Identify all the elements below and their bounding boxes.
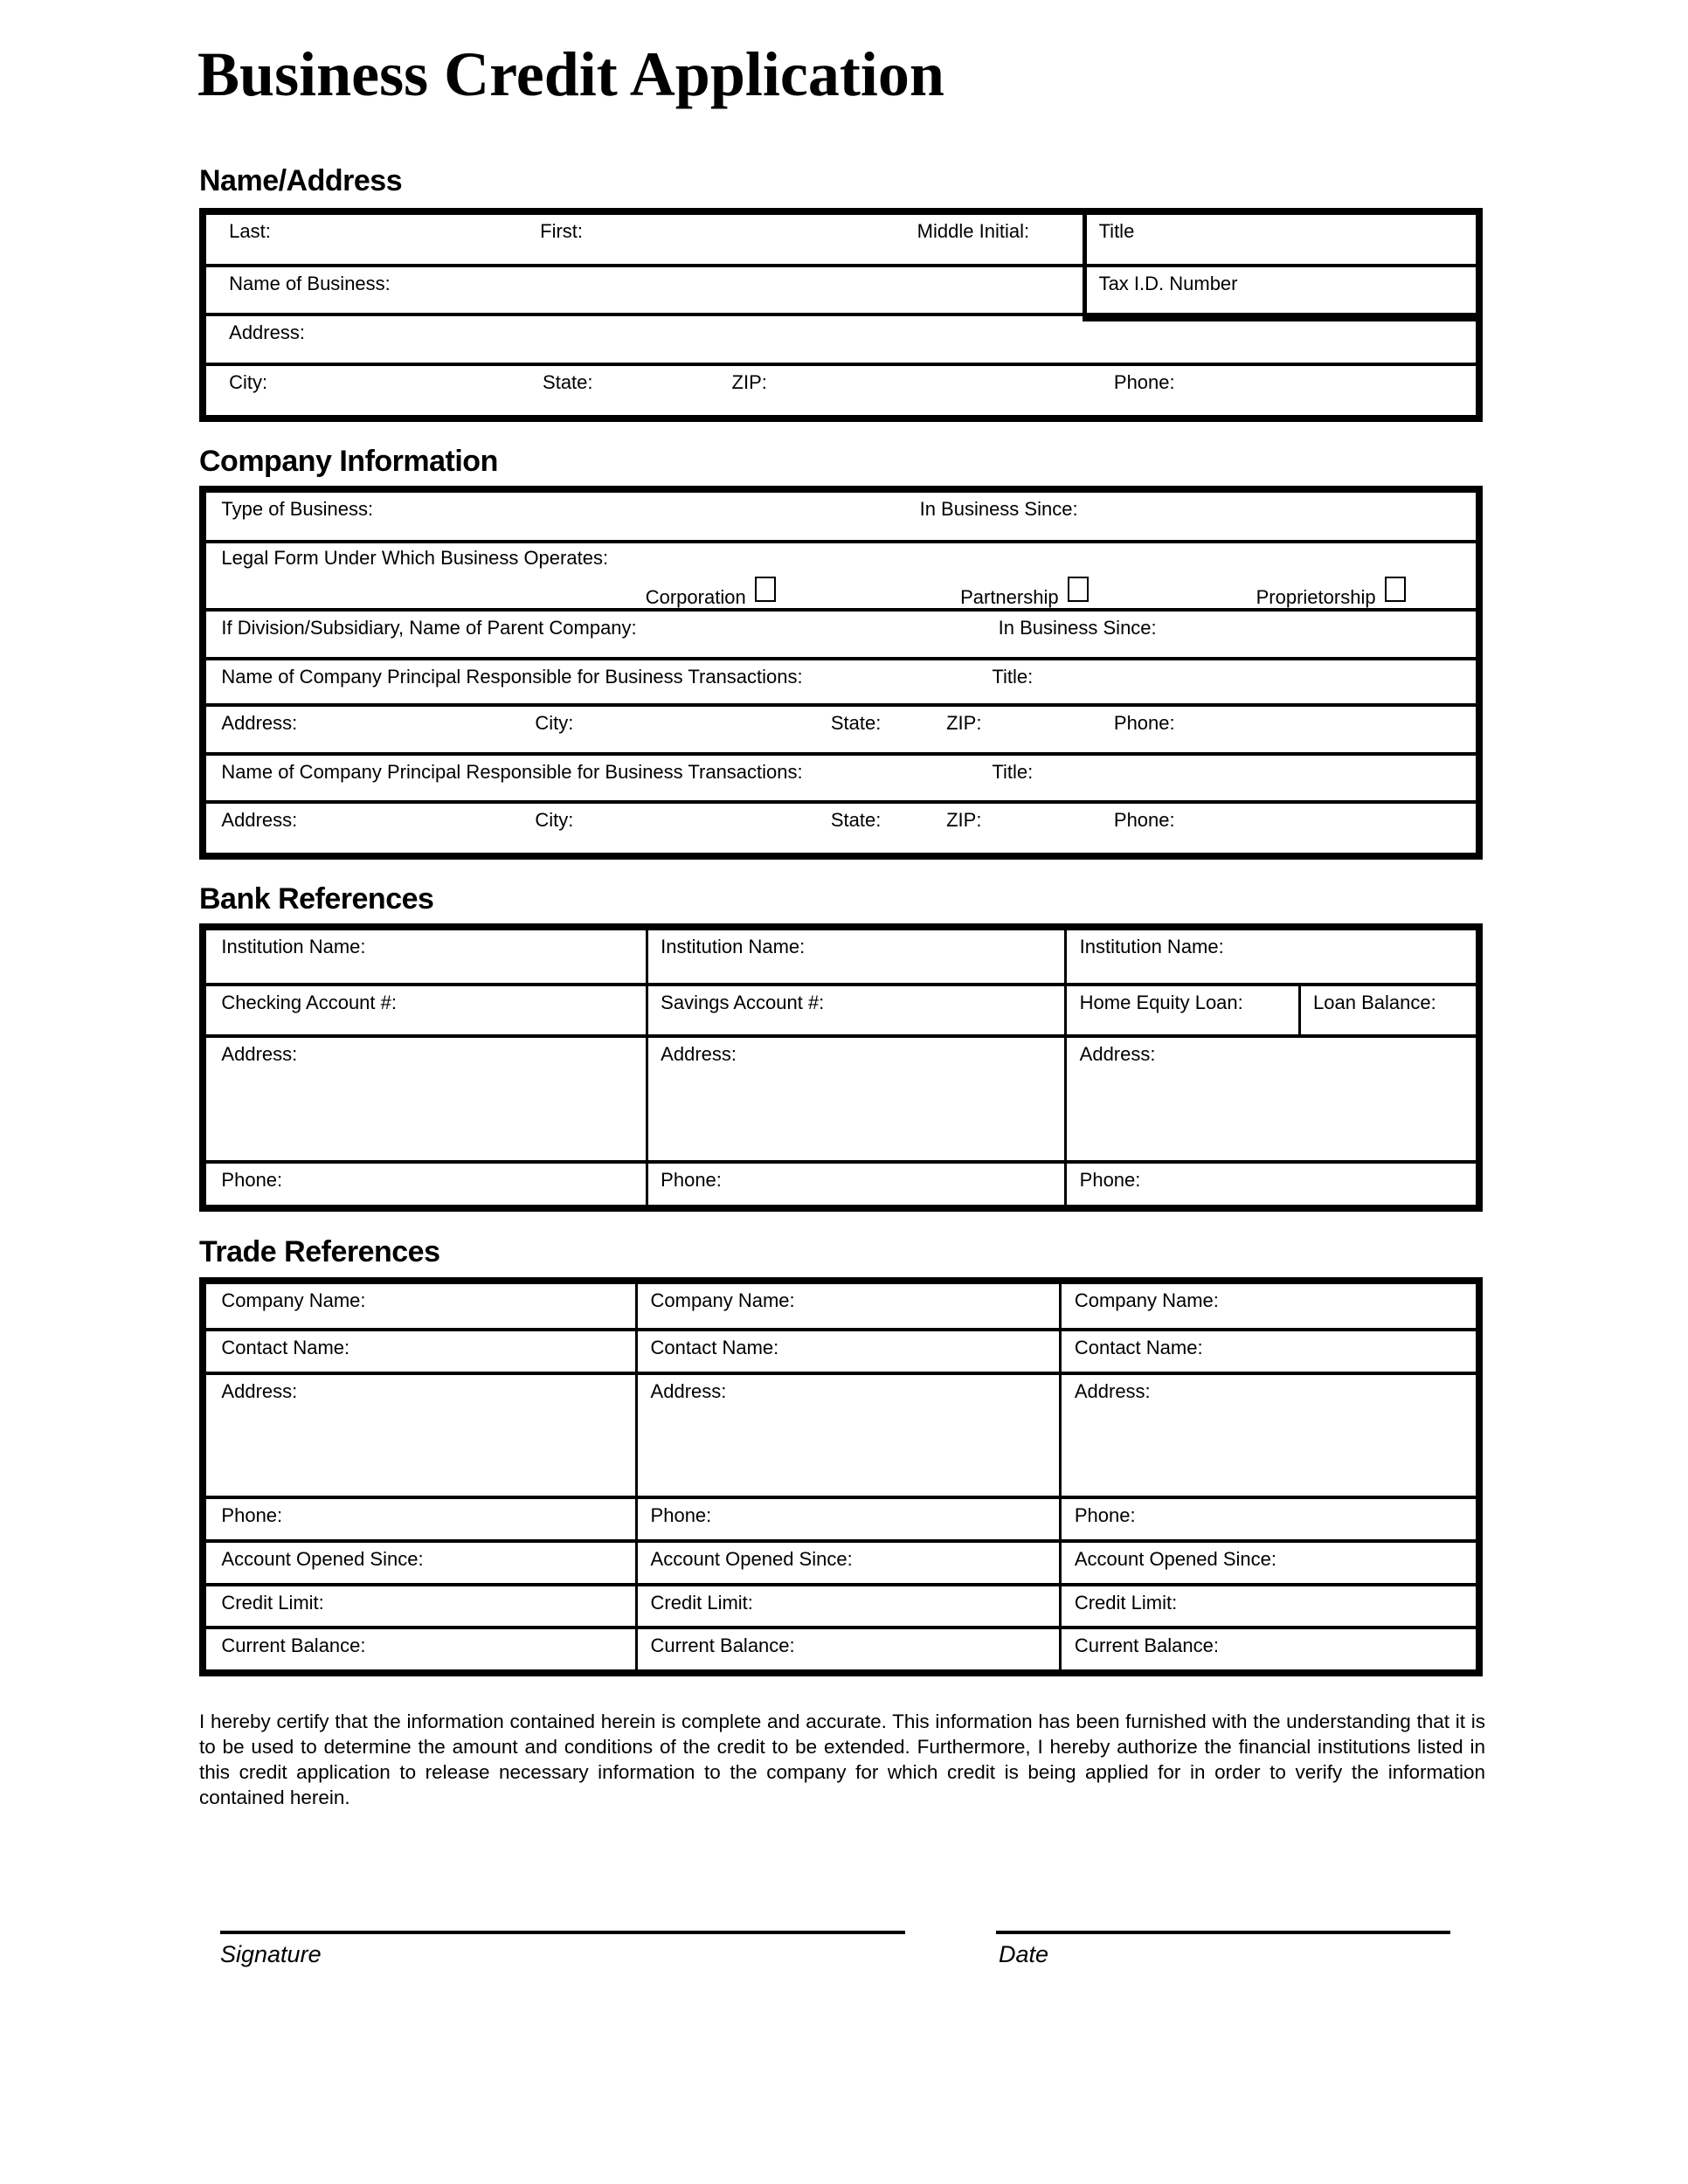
in-business-since-label: In Business Since: [998, 617, 1157, 639]
address-label: Address: [1079, 1043, 1156, 1065]
city-label: City: [229, 371, 268, 393]
last-name-label: Last: [229, 220, 271, 242]
corporation-option [646, 577, 776, 609]
row-institution-name [206, 930, 1476, 983]
address-label: Address: [221, 1043, 298, 1065]
principal-label: Name of Company Principal Responsible for Business Transactions: [221, 666, 803, 688]
company-information-table [199, 486, 1483, 860]
row-trade-address [206, 1372, 1476, 1496]
type-of-business-label: Type of Business: [221, 498, 374, 520]
row-principal-1 [206, 657, 1476, 703]
phone-label: Phone: [1113, 712, 1175, 734]
account-opened-label: Account Opened Since: [1074, 1548, 1276, 1570]
column-divider [635, 1284, 638, 1669]
phone-label: Phone: [1074, 1504, 1136, 1526]
date-line [996, 1931, 1450, 1934]
signature-label: Signature [220, 1941, 322, 1967]
partnership-option [960, 577, 1089, 609]
principal-label: Name of Company Principal Responsible for Business Transactions: [221, 761, 803, 783]
credit-limit-label: Credit Limit: [1074, 1592, 1178, 1614]
row-contact-name [206, 1328, 1476, 1372]
row-current-balance [206, 1626, 1476, 1669]
contact-name-label: Contact Name: [1074, 1337, 1203, 1358]
trade-references-table [199, 1277, 1483, 1676]
row-bank-address [206, 1034, 1476, 1160]
proprietorship-label: Proprietorship [1256, 586, 1376, 608]
title-label: Title [1098, 220, 1135, 242]
first-name-label: First: [540, 220, 584, 242]
date-label: Date [999, 1941, 1049, 1967]
legal-form-label: Legal Form Under Which Business Operates: [221, 547, 609, 569]
principal-title-label: Title: [992, 666, 1034, 688]
zip-label: ZIP: [946, 809, 982, 831]
row-principal-2 [206, 752, 1476, 800]
phone-label: Phone: [221, 1169, 283, 1191]
zip-label: ZIP: [946, 712, 982, 734]
proprietorship-option [1256, 577, 1406, 609]
current-balance-label: Current Balance: [221, 1635, 366, 1656]
city-label: City: [535, 809, 574, 831]
phone-label: Phone: [221, 1504, 283, 1526]
section-heading-bank-references: Bank References [199, 882, 434, 916]
address-label: Address: [221, 809, 298, 831]
company-name-label: Company Name: [1074, 1289, 1219, 1311]
row-business-name [206, 264, 1476, 313]
institution-name-label: Institution Name: [221, 936, 366, 957]
row-legal-form [206, 540, 1476, 608]
contact-name-label: Contact Name: [650, 1337, 779, 1358]
address-label: Address: [221, 712, 298, 734]
phone-label: Phone: [661, 1169, 722, 1191]
corporation-label: Corporation [645, 586, 746, 608]
company-name-label: Company Name: [221, 1289, 366, 1311]
middle-initial-label: Middle Initial: [917, 220, 1030, 242]
phone-label: Phone: [1079, 1169, 1141, 1191]
address-label: Address: [221, 1380, 298, 1402]
in-business-since-label: In Business Since: [919, 498, 1078, 520]
section-heading-company-information: Company Information [199, 445, 498, 478]
account-opened-label: Account Opened Since: [221, 1548, 424, 1570]
current-balance-label: Current Balance: [1074, 1635, 1219, 1656]
zip-label: ZIP: [731, 371, 767, 393]
principal-title-label: Title: [992, 761, 1034, 783]
corporation-checkbox[interactable] [755, 577, 776, 602]
tax-id-cell [1083, 267, 1476, 321]
address-label: Address: [229, 321, 305, 343]
partnership-checkbox[interactable] [1068, 577, 1089, 602]
credit-limit-label: Credit Limit: [221, 1592, 324, 1614]
row-company-name [206, 1284, 1476, 1328]
bank-references-table [199, 923, 1483, 1212]
title-cell [1083, 215, 1476, 264]
row-type-of-business [206, 493, 1476, 540]
row-principal-2-address [206, 800, 1476, 853]
loan-balance-label: Loan Balance: [1313, 992, 1436, 1013]
current-balance-label: Current Balance: [650, 1635, 795, 1656]
state-label: State: [543, 371, 593, 393]
row-city-state-zip-phone [206, 363, 1476, 415]
name-of-business-label: Name of Business: [229, 273, 391, 294]
phone-label: Phone: [1113, 371, 1175, 393]
row-trade-phone [206, 1496, 1476, 1539]
institution-name-label: Institution Name: [1079, 936, 1224, 957]
address-label: Address: [661, 1043, 737, 1065]
credit-limit-label: Credit Limit: [650, 1592, 753, 1614]
name-address-table [199, 208, 1483, 422]
checking-account-label: Checking Account #: [221, 992, 397, 1013]
section-heading-name-address: Name/Address [199, 164, 403, 197]
column-divider [646, 930, 648, 1205]
page-title: Business Credit Application [197, 39, 944, 109]
column-divider [1064, 930, 1067, 1205]
row-accounts [206, 983, 1476, 1034]
row-account-opened [206, 1539, 1476, 1583]
state-label: State: [830, 809, 882, 831]
phone-label: Phone: [650, 1504, 712, 1526]
savings-account-label: Savings Account #: [661, 992, 825, 1013]
address-label: Address: [650, 1380, 727, 1402]
certification-text: I hereby certify that the information contained herein is complete and accurate. This information has been furnished with the understanding that it is to be used to determine the amount and conditions of the credit to be extended. Furthermore, I hereby authorize the financial institutions listed in this credit application to release necessary information to the company for which credit is being applied for in order to verify the information contained herein. [199, 1711, 1485, 1808]
loan-balance-divider [1298, 986, 1301, 1034]
signature-line [220, 1931, 905, 1934]
home-equity-loan-label: Home Equity Loan: [1079, 992, 1243, 1013]
account-opened-label: Account Opened Since: [650, 1548, 853, 1570]
proprietorship-checkbox[interactable] [1385, 577, 1406, 602]
row-principal-1-address [206, 703, 1476, 752]
phone-label: Phone: [1113, 809, 1175, 831]
tax-id-label: Tax I.D. Number [1098, 273, 1238, 294]
state-label: State: [830, 712, 882, 734]
section-heading-trade-references: Trade References [199, 1235, 440, 1268]
column-divider [1059, 1284, 1062, 1669]
partnership-label: Partnership [960, 586, 1059, 608]
row-person-name [206, 215, 1476, 264]
row-bank-phone [206, 1160, 1476, 1205]
row-credit-limit [206, 1583, 1476, 1626]
company-name-label: Company Name: [650, 1289, 795, 1311]
contact-name-label: Contact Name: [221, 1337, 350, 1358]
row-parent-company [206, 608, 1476, 657]
city-label: City: [535, 712, 574, 734]
institution-name-label: Institution Name: [661, 936, 806, 957]
parent-company-label: If Division/Subsidiary, Name of Parent Company: [221, 617, 637, 639]
address-label: Address: [1074, 1380, 1151, 1402]
